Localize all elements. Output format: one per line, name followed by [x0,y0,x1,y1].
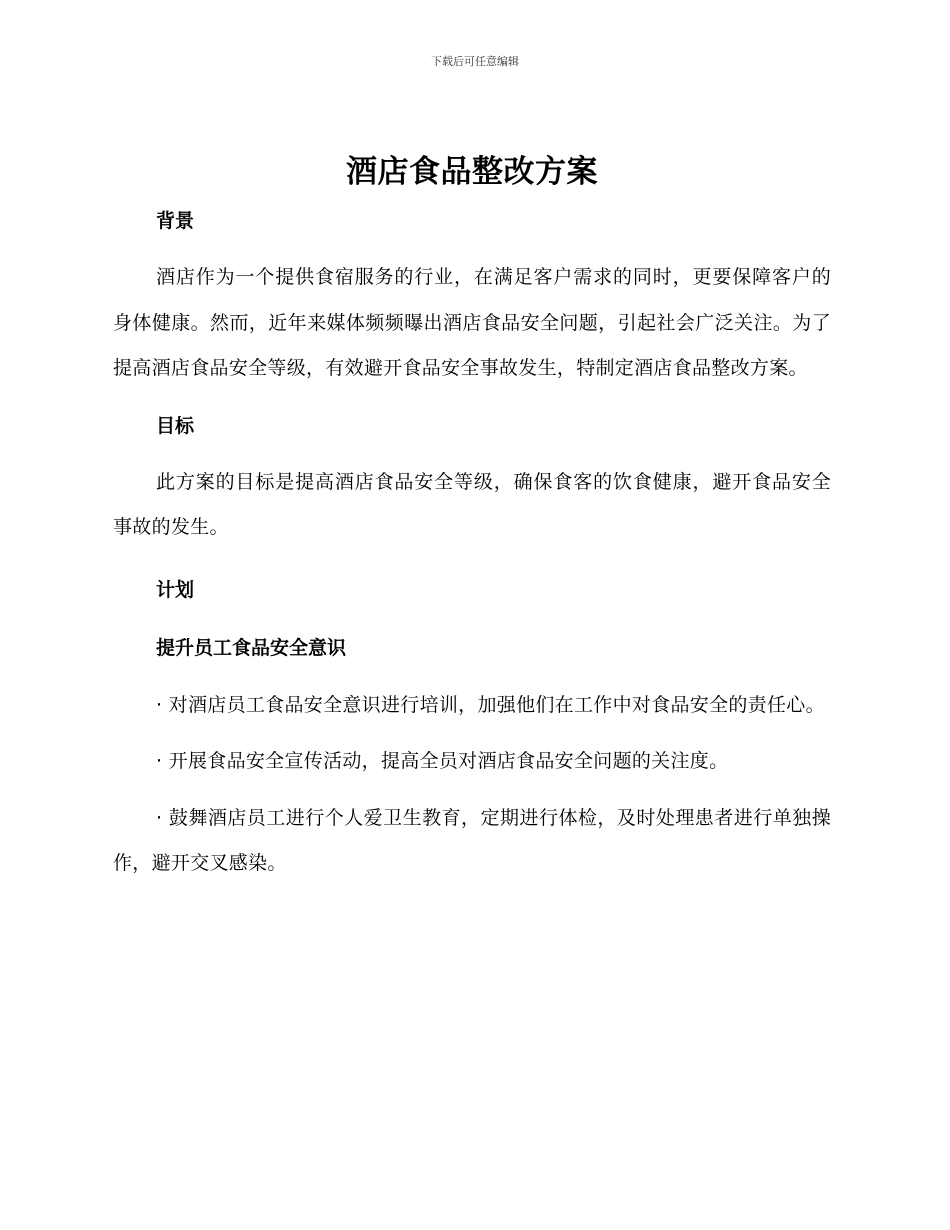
paragraph-goal: 此方案的目标是提高酒店食品安全等级，确保食客的饮食健康，避开食品安全事故的发生。 [113,470,831,538]
subsection-heading-staff-awareness: 提升员工食品安全意识 [156,636,347,659]
section-heading-goal: 目标 [156,414,195,437]
bullet-item-campaign: · 开展食品安全宣传活动，提高全员对酒店食品安全问题的关注度。 [156,750,729,772]
section-heading-background: 背景 [156,210,195,232]
paragraph-background: 酒店作为一个提供食宿服务的行业，在满足客户需求的同时，更要保障客户的身体健康。然而，近年来媒体频频曝出酒店食品安全问题，引起社会广泛关注。为了提高酒店食品安全等级，有效避开食品安全事故发生，特制定酒店食品整改方案。 [113,266,831,379]
bullet-item-hygiene: · 鼓舞酒店员工进行个人爱卫生教育，定期进行体检，及时处理患者进行单独操作，避开交叉感染。 [113,806,831,874]
header-note: 下载后可任意编辑 [431,55,519,68]
document-body [113,148,831,887]
section-heading-plan: 计划 [156,578,195,601]
bullet-item-training: · 对酒店员工食品安全意识进行培训，加强他们在工作中对食品安全的责任心。 [156,693,825,716]
document-title: 酒店食品整改方案 [346,154,598,190]
